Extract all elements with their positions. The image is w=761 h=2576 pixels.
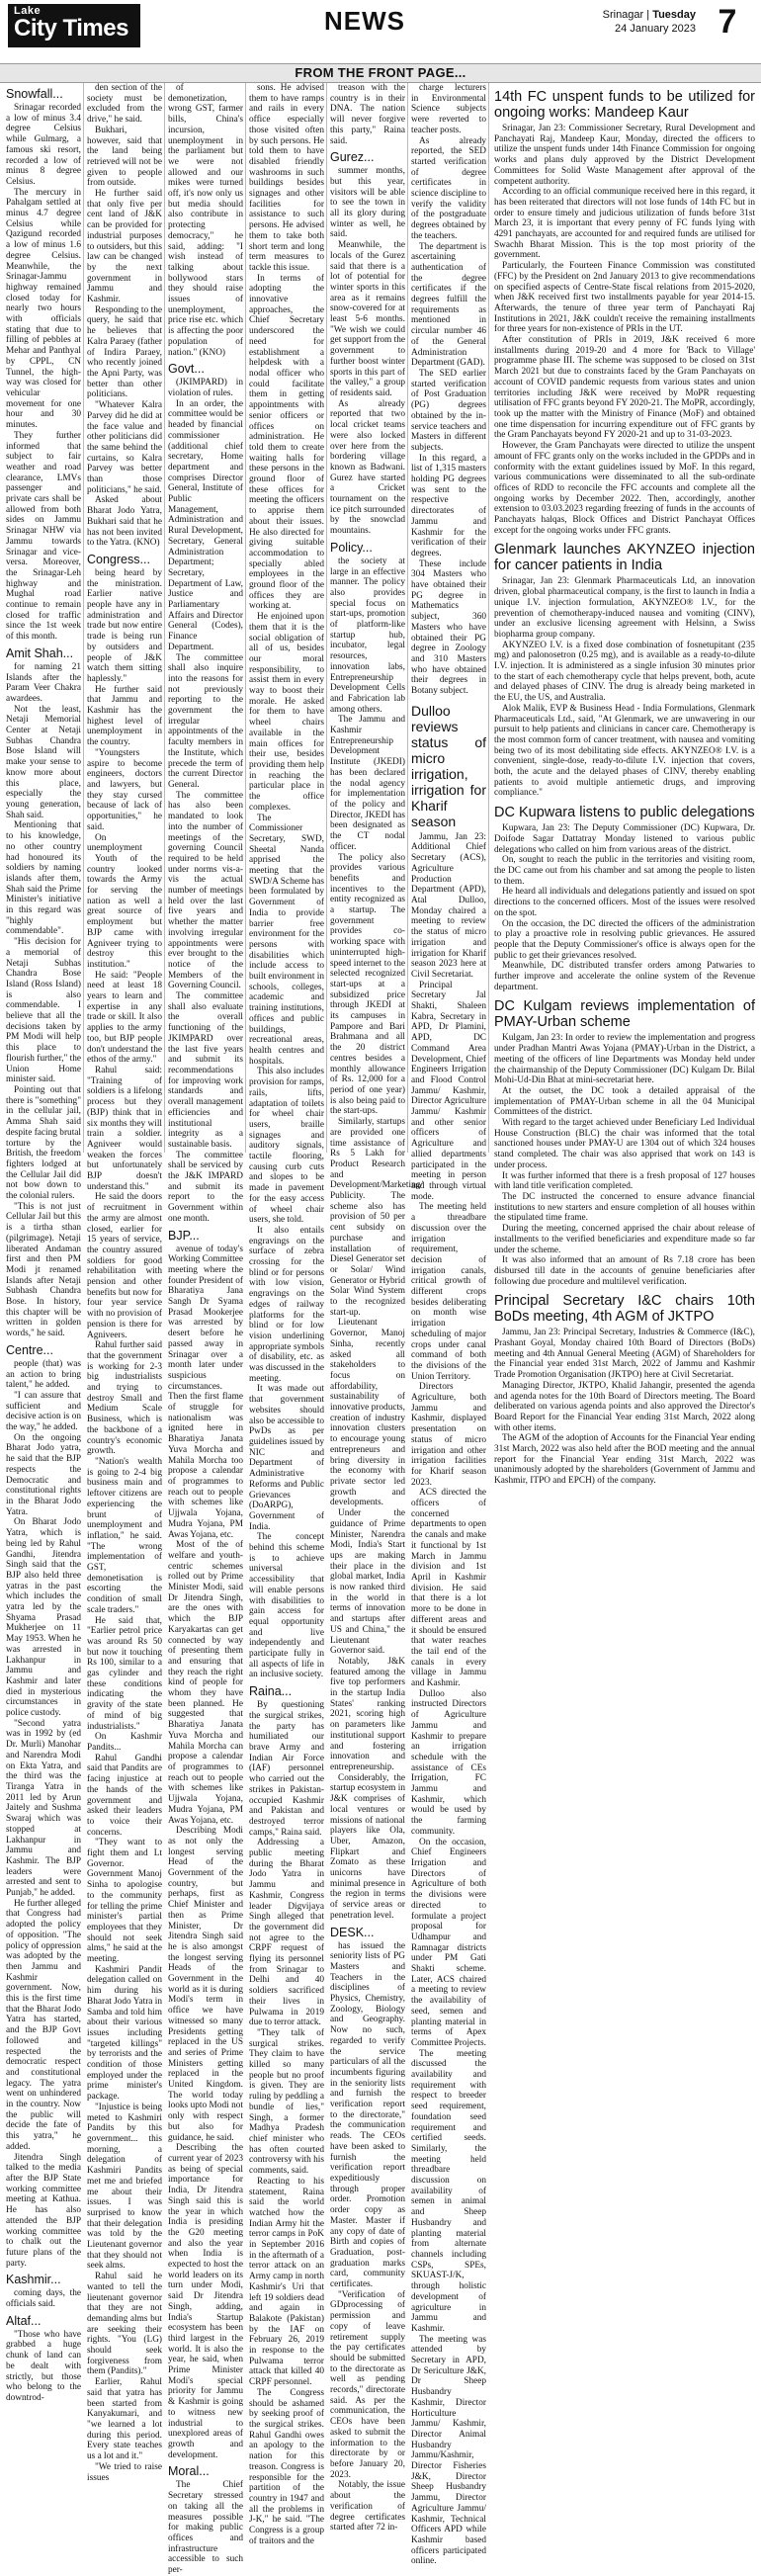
paragraph: The meeting held a threadbare discussion over the irrigation requirement, decision of irrigation canals, critical growth of different crops besides deliberating on month wise irrigation scheduling of major crops under canal command of both the divisions of the Union Territory. (411, 1202, 486, 1382)
paragraph: Similarly, startups are provided one time assistance of Rs 5 Lakh for Product Research and Development/Marketing/ Publicity. The scheme also has provision of 50 per cent subsidy on purchase and installation of Diesel Generator set or Solar/ Wind Generator or Hybrid Solar Wind System to the recognized start-up. (330, 1117, 423, 1318)
paragraph: These include 304 Masters who have obtained their PG degree in Mathematics subject, 360 Masters who have obtained their PG degree in Zoology and 310 Masters who have obtained their degrees in Botany subject. (411, 558, 486, 697)
column-rule (83, 83, 84, 1153)
paragraph: He further said that only five per cent land of J&K can be provided for industrial purposes to outsiders, but this law can be changed by the next government in Jammu and Kashmir. (87, 189, 162, 305)
paragraph: Notably, the issue about the verification of degree certificates started after 72 in- (330, 2480, 405, 2533)
paragraph: In an order, the committee would be headed by financial commissioner (additional chief secretary, Home department and comprises Director General, Institute of Public Management, Administration and Rural Development, Secretary, General Administration Department; Secretary, Department of Law, Justice and Parliamentary Affairs and Director General (Codes), Finance Department. (168, 398, 243, 652)
weekday: Tuesday (652, 9, 696, 21)
paragraph: Srinagar, Jan 23: Glenmark Pharmaceuticals Ltd, an innovation driven, global pharmaceutical company, is the first to launch in India a unique I.V. injection formulation, AKYNZEO® I.V., for the prevention of chemotherapy-induced nausea and vomiting (CINV), under an exclusive licensing agreement with Helsinn, a Swiss biopharma group company. (494, 576, 755, 640)
article-headline[interactable]: DC Kulgam reviews implementation of PMAY-Urban scheme (494, 998, 755, 1031)
paragraph: has issued the seniority lists of PG Masters and Teachers in the disciplines of Physics, Chemistry, Zoology, Biology and Geography. Now no such, regarded to verify the service particulars of all the incumbents figuring in the seniority lists and furnish the verification report to the directorate," the communication reads. The CEOs have been asked to furnish the verification report expeditiously through proper order. Promotion order copy as Master. Master if any copy of date of Birth and copies of Graduation, post-graduation marks card, community certificates. (330, 1940, 405, 2290)
article-head[interactable]: Gurez... (330, 150, 375, 165)
paragraph: With regard to the target achieved under Beneficiary Led Individual House Construction (BLC) the chair was informed that the total sanctioned houses under PMAY-U are 1304 out of which 324 houses stand completed. The chair was also apprised that work on 143 is under process. (494, 1118, 755, 1170)
paragraph: avenue of today's Working Committee meeting where the founder President of Bharatiya Jana Sangh Dr Syama Prasad Mookerjee was arrested by desert before he passed away in Srinagar over a month later under suspicious circumstances. Then the first flame of struggle for nationalism was ignited here in Bharatiya Janata Yuva Morcha and Mahila Morcha too propose a calendar of programmes to reach out to people with schemes like Ujjwala Yojana, Mudra Yojana, PM Awas Yojana, etc. (168, 1244, 243, 1540)
date: 24 January 2023 (615, 23, 696, 35)
paragraph: "Injustice is being meted to Kashmiri Pandits by this government... this morning, a delegation of Kashmiri Pandits met me and briefed me about their issues. I was surprised to know that their delegation was told by the Lieutenant governor that they should not seek alms. (87, 2102, 162, 2272)
paragraph: He enjoined upon them that it is the social obligation of all of us, besides our moral responsibility, to assist them in every way to boost their morale. He asked for them to have wheel chairs available in the main offices for their use, besides providing them help in reaching the particular place in the office complexes. (249, 612, 324, 813)
column-rule (407, 83, 408, 1153)
paragraph: On the occasion, the DC directed the officers of the administration to play a proactive role in resolving public grievances. He assured people that the Deputy Commissioner's office is always open for the public to get their grievances resolved. (494, 918, 755, 961)
article-head[interactable]: Moral... (168, 2464, 210, 2479)
paragraph: During the meeting, concerned apprised the chair about release of installments to the verified beneficiaries and expenditure made so far under the scheme. (494, 1224, 755, 1255)
dateline: Srinagar | Tuesday 24 January 2023 (602, 9, 696, 35)
paragraph: He heard all individuals and delegations patiently and issued on spot directions to the concerned officers. Most of the issues were resolved on the spot. (494, 887, 755, 918)
article-head[interactable]: Amit Shah... (6, 645, 74, 660)
logo-top: Lake (14, 5, 42, 17)
paragraph: "Nation's wealth is going to 2-4 big business main and leftover citizens are experiencing the brunt of unemployment and inflation," he said. "The wrong implementation of GST, demonetisation is escorting the condition of small scale traders." (87, 1457, 162, 1615)
paragraph: Alok Malik, EVP & Business Head - India Formulations, Glenmark Pharmaceuticals Ltd., said, "At Glenmark, we are unwavering in our pursuit to help patients and clinicians in cancer care. Chemotherapy is the most common form of cancer treatment, with nausea and vomiting being two of its most debilitating side effects. AKYNZEO® I.V. is a convenient, single-dose, ready-to-dilute I.V. injection that covers, both, the acute and the delayed phases of CINV, thereby enabling patients to avoid multiple antiemetic drugs, and improving compliance." (494, 703, 755, 799)
paragraph: for naming 21 Islands after the Param Veer Chakra awardees. (6, 661, 81, 704)
paragraph: Under the guidance of Prime Minister, Narendra Modi, India's Start ups are making their place in the global market, India is now ranked third in the world in terms of innovation and startups after US and China," the Lieutenant Governor said. (330, 1508, 405, 1657)
city: Srinagar (602, 9, 644, 21)
article-headline[interactable]: DC Kupwara listens to public delegations (494, 805, 755, 821)
article-head[interactable]: Snowfall... (6, 87, 63, 101)
paragraph: Meanwhile, the locals of the Gurez said that there is a lot of potential for winter sports in this area as it remains snow-covered for at least 5-6 months. "We wish we could get support from the government to further boost winter sports in this part of the valley," a group of residents said. (330, 240, 405, 398)
paragraph: "His decision for a memorial of Netaji Subhas Chandra Bose Island (Ross Island) is also commendable. I believe that all the decisions taken by PM Modi will help this place to flourish further," the Union Home minister said. (6, 937, 81, 1085)
paragraph: He further alleged that Congress had adopted the policy of opposition. "The policy of oppression was adopted by the then Jammu and Kashmir government. Now, this is the first time that the Bharat Jodo Yatra has started, and the BJP Govt followed and respected the democratic respect and constitutional legacy. The yatra went on unhindered in the country. Now the public will decide the fate of this yatra," he added. (6, 1898, 81, 2152)
paragraph: Directors Agriculture, both Jammu and Kashmir, displayed presentation on status of micro irrigation and other irrigation facilities for Kharif season 2023. (411, 1382, 486, 1488)
article-headline[interactable]: 14th FC unspent funds to be utilized for ongoing works: Mandeep Kaur (494, 89, 755, 121)
paragraph: As already reported that two local cricket teams were also locked over here from the bordering village known as Badwani. Gurez have started a Cricket tournament on the ice pitch surrounded by the snowclad mountains. (330, 398, 405, 537)
paragraph: The meeting was attended by Secretary in APD, Dr Sericulture J&K, Dr Sheep Husbandry Kashmir, Director Horticulture Jammu/ Kashmir, Director Animal Husbandry Jammu/Kashmir, Director Fisheries J&K, Director Sheep Husbandry Jammu, Director Agriculture Jammu/ Kashmir, Technical Officers APD while Kashmir based officers participated online. (411, 2334, 486, 2567)
paragraph: He said: "People need at least 18 years to learn and expertise in any trade or skill. It also applies to the army too, but BJP people don't understand the ethos of the army." (87, 970, 162, 1066)
paragraph: The committee has also been mandated to look into the number of meetings of the governing Council required to be held under norms vis-a-vis the actual number of meetings held over the last five years and whether the matter involving irregular appointments were ever brought to the notice of the Members of the Governing Council. (168, 790, 243, 991)
paragraph: Jammu, Jan 23: Principal Secretary, Industries & Commerce (I&C), Prashant Goyal, Monday chaired 10th Board of Directors (BoDs) meeting and 4th Annual General Meeting (AGM) of Shareholders for the Financial year ended 31st March, 2022 of Jammu and Kashmir Trade Promotion Organisation (JKTPO) here at Civil Secretariat. (494, 1328, 755, 1381)
paragraph: As already reported, the SED started verification of degree certificates in science discipline to verify the validity of the postgraduate degrees obtained by the teachers. (411, 135, 486, 241)
paragraph: Principal Secretary Jal Shakti, Shaleen Kabra, Secretary in APD, Dr Plamini, APD, DC Command Area Development, Chief Engineers Irrigation and Flood Control Jammu/ Kashmir, Director Agriculture Jammu/ Kashmir and other senior officers of Agriculture and allied departments participated in the meeting in person and through virtual mode. (411, 980, 486, 1202)
page-number: 7 (718, 3, 737, 41)
article-head[interactable]: DESK... (330, 1925, 375, 1939)
paragraph: Managing Director, JKTPO, Khalid Jahangir, presented the agenda and agenda notes for the 10th Board of Directors meeting. The Board deliberated on various agenda points and also approved the Director's Board Report for the Financial Year ending 31st March, 2022 along with other items. (494, 1380, 755, 1433)
paragraph: AKYNZEO I.V. is a fixed dose combination of fosnetupitant (235 mg) and palonosetron (0.25 mg), and is available as a ready-to-dilute I.V. injection. It is administered as a single infusion 30 minutes prior to the start of each chemotherapy cycle that helps prevent, both, acute and delayed phases of CINV. The drug is already being marketed in the EU, the US, and Australia. (494, 640, 755, 704)
paragraph: The SED earlier started verification of Post Graduation (PG) degrees obtained by the in-service teachers and Masters in different subjects. (411, 368, 486, 453)
paragraph: In terms of adopting the innovative approaches, the Chief Secretary underscored the need for establishment a helpdesk with a nodal officer who could facilitate them in getting appointments with senior officers or offices on administration. He told them to create waiting halls for these persons in the ground floor of these offices for meeting the officers to apprise them about their issues. He also directed for giving suitable accommodation to specially abled employees in the ground floor of the offices they are working at. (249, 273, 324, 612)
paragraph: charge lecturers in Environmental Science subjects were reverted to teacher posts. (411, 83, 486, 135)
paragraph: Rahul said: "Training of soldiers is a lifelong process but they (BJP) think that in six months they will train a soldier. Agniveer would weaken the forces but unfortunately BJP doesn't understand this." (87, 1065, 162, 1192)
paragraph: The committee shall also evaluate the overall functioning of the JKIMPARD over the last five years and submit its recommendations for improving work standards and overall management efficiencies and institutional integrity as a sustainable basis. (168, 991, 243, 1150)
paragraph: The concept behind this scheme is to achieve universal accessibility that will enable persons with disabilities to gain access for equal opportunity and live independently and participate fully in all aspects of life in an inclusive society. (249, 1532, 324, 1680)
paragraph: The mercury in Pahalgam settled at minus 4.7 degree Celsius while Qazigund recorded a low of minus 1.6 degree Celsius. Meanwhile, the Srinagar-Jammu highway remained closed today for nearly two hours with officials stating that due to filling of pebbles at Mehar and Panthyal by CPPL, CN Tunnel, the high-way was closed for vehicular movement for one hour and 30 minutes. (6, 187, 81, 431)
paragraph: summer months, but this year, visitors will be able to see the town in all its glory during winter as well, he said. (330, 166, 405, 240)
paragraph: Particularly, the Fourteen Finance Commission was constituted (FFC) by the President on 2nd January 2013 to give recommendations on specified aspects of Centre-State fiscal relations from 2015-2020, when J&K received first two installments payable for year 2014-15. Afterwards, the tenure of three year term of Panchayati Raj Institutions in 2021, J&K couldn't receive the remaining installments for three years for non-existence of PRIs in the UT. (494, 261, 755, 335)
paragraph: Kashmiri Pandit delegation called on him during his Bharat Jodo Yatra in Samba and told him about their various issues including "targeted killings" by terrorists and the condition of those employed under the prime minister's package. (87, 1964, 162, 2103)
article-head[interactable]: Congress... (87, 552, 150, 566)
paragraph: Bukhari, however, said that the land being retrieved will not be given to people from outside. (87, 125, 162, 189)
paragraph: The Chief Secretary stressed on taking all the measures possible for making public offices and infrastructure accessible to such per- (168, 2480, 243, 2576)
paragraph: sons. He advised them to have ramps and rails in every office especially those visited often by such persons. He told them to have disabled friendly washrooms in such buildings besides signages and other facilities for assistance to such persons. He advised them to take both short term and long term measures to tackle this issue. (249, 83, 324, 273)
column-3 (168, 83, 243, 2576)
paragraph: Asked about Bharat Jodo Yatra, Bukhari said that he has not been invited to the Yatra. (KNO) (87, 495, 162, 549)
paragraph: Describing Modi as not only the longest serving Head of the Government of the country, but perhaps, first as Chief Minister and then as Prime Minister, Dr Jitendra Singh said he is also amongst the longest serving Heads of the Government in the world as it is during Modi's term in office we have witnessed so many Presidents getting replaced in the US and series of Prime Ministers getting replaced in the United Kingdom. The world today looks upto Modi not only with respect but also for guidance, he said. (168, 1826, 243, 2143)
paragraph: At the outset, the DC took a detailed appraisal of the implementation of PMAY-Urban scheme in all the 04 Municipal Committees of the district. (494, 1085, 755, 1118)
paragraph: The policy also provides various benefits and incentives to the entity recognized as a startup. The government provides co-working space with uninterrupted high-speed internet to the selected recognized start-ups at a subsidized price through JKEDI at its campuses in Pampore and Bari Brahmana and all the 20 district centres besides a monthly allowance of Rs. 12,000 for a period of one year) is also being paid to the start-ups. (330, 852, 405, 1117)
paragraph: being heard by the ministration. Earlier native people have any in administration and trade but now entire trade is being run by outsiders and people of J&K watch them sitting haplessly." (87, 567, 162, 684)
paragraph: Lieutenant Governor, Manoj Sinha, recently asked all stakeholders to focus on affordability, sustainability of innovative products, creation of industry innovation clusters to encourage young entrepreneurs and bring diversity in the economy with private sector led growth and developments. (330, 1318, 405, 1508)
paragraph: Describing the current year of 2023 as being of special importance for India, Dr Jitendra Singh said this is the year in which India is presiding the G20 meeting and also the year when India is expected to host the world leaders on its turn under Modi, said Dr Jitendra Singh, adding, India's Startup ecosystem has been third largest in the world. It is also the year, he said, when Prime Minister Modi's special priority for Jammu & Kashmir is going to witness new industrial to unexplored areas of growth and development. (168, 2143, 243, 2460)
paragraph: He said the doors of recruitment in the army are almost closed, earlier for 15 years of service, the country assured soldiers for good rehabilitation with pension and other benefits but now for four year service with no provision of pension is there for Agniveers. (87, 1192, 162, 1340)
paragraph: Reacting to his statement, Raina said the world watched how the Indian Army hit the terror camps in PoK in September 2016 in the aftermath of a terror attack on an Army camp in north Kashmir's Uri that left 19 soldiers dead and again in Balakote (Pakistan) by the IAF on February 26, 2019 in response to the Pulwama terror attack that killed 40 CRPF personnel. (249, 2176, 324, 2388)
paragraph: coming days, the officials said. (6, 2288, 81, 2310)
paragraph: The committee shall also inquire into the reasons for not previously reporting to the government the irregular appointments of the faculty members in the Institute, which precede the term of the current Director General. (168, 652, 243, 790)
paragraph: By questioning the surgical strikes, the party has humiliated our brave Army and Indian Air Force (IAF) personnel who carried out the strikes in Pakistan-occupied Kashmir and Pakistan and destroyed terror camps," Raina said. (249, 1700, 324, 1838)
paragraph: According to an official communique received here in this regard, it has been reiterated that directors will not lose funds of 14th FC but in order to ensure timely and judicious utilization of funds before 31st March 23, it is important that every penny of FC funds lying with 4291 panchayats, are accounted for and required funds are utilised for Swachh Bharat Mission. This is the top most priority of the government. (494, 187, 755, 261)
paragraph: On the ongoing Bharat Jodo yatra, he said that the BJP respects the Democratic and constitutional rights in the Bharat Jodo Yatra. (6, 1432, 81, 1517)
paragraph: "Youngsters aspire to become engineers, doctors and lawyers, but they stay cursed because of lack of opportunities," he said. (87, 747, 162, 832)
paragraph: the society at large in an effective manner. The policy also provides special focus on start-ups, promotion of platform-like startup hub, incubator, legal resources, innovation labs, Entrepreneurship Development Cells and Fabrication lab among others. (330, 556, 405, 715)
paragraph: Srinagar recorded a low of minus 3.4 degree Celsius while Gulmarg, a famous ski resort, recorded a low of minus 8 degree Celsius. (6, 103, 81, 187)
paragraph: It was further informed that there is a fresh proposal of 127 houses with land title verification completed. (494, 1170, 755, 1192)
paragraph: Youth of the country looked towards the Army for serving the nation as well a great source of employment but BJP came with Agniveer trying to destroy this institution." (87, 853, 162, 970)
paragraph: "I can assure that sufficient and decisive action is on the way," he added. (6, 1390, 81, 1433)
article-head[interactable]: Policy... (330, 540, 373, 555)
paragraph: On unemployment (87, 832, 142, 854)
banner-text: FROM THE FRONT PAGE... (295, 65, 466, 80)
paragraph: Considerably, the startup ecosystem in J&K comprises of local ventures or missions of national players like Ola, Uber, Amazon, Flipkart and Zomato as these unicorns have minimal presence in the region in terms of service areas or penetration level. (330, 1772, 405, 1921)
paragraph: Rahul further said that the government is working for 2-3 big industrialists and trying to destroy Small and Medium Scale Business, which is the backbone of a country's economic growth. (87, 1340, 162, 1457)
paragraph: "Those who have grabbed a huge chunk of land can be dealt with strictly, but those who belong to the downtrod- (6, 2329, 81, 2403)
paragraph: The department is ascertaining authentication of the degree certificates if the degrees fulfill the requirements as mentioned in circular number 46 of the General Administration Department (GAD). (411, 241, 486, 369)
paragraph: On Kashmir Pandits... (87, 1732, 162, 1753)
paragraph: den section of the society must be excluded from the drive," he said. (87, 83, 162, 126)
section-banner (0, 63, 761, 83)
logo-main: City Times (14, 15, 128, 42)
paragraph: Dulloo also instructed Directors of Agriculture Jammu and Kashmir to prepare an irrigation schedule with the assistance of CEs Irrigation, FC Jammu and Kashmir, which would be used by the farming community. (411, 1688, 486, 1837)
paragraph: "Verification of GDprocessing of permission and copy of leave retirement supply the pay certificates should be submitted to the directorate as well as pending records," directorate said. As per the communication, the CEOs have been asked to submit the information to the directorate by or before January 20, 2023. (330, 2289, 405, 2480)
column-rule (245, 83, 246, 1153)
paragraph: The committee shall be serviced by the J&K IMPARD and submit its report to the Government within one month. (168, 1150, 243, 1224)
section-title: NEWS (324, 6, 405, 36)
paragraph: Rahul Gandhi said that Pandits are facing injustice at the hands of the government and asked their leaders to voice their concerns. (87, 1753, 162, 1838)
paragraph: After constitution of PRIs in 2019, J&K received 6 more installments during 2019-20 and 4 more for 'Back to Village' programme phase III. The scheme was supposed to be closed on 31st March 2021 but due to constraints faced by the Gram Panchayats on account of COVID pandemic requests from various states and union territories including J&K were received by MoPR requesting utilisation of FFC grants beyond FY 2020-21. The MoPR, accordingly, took up the matter with the Ministry of Finance (MoF) and obtained one time dispensation for incurring expenditure out of FFC grants by the Gram Panchayats beyond FY 2020-21 and up to 31-03-2023. (494, 335, 755, 441)
paragraph: Pointing out that there is "something" in the cellular jail, Amma Shah said despite facing brutal torture by the British, the freedom fighters lodged at the Cellular Jail did not bow down to the colonial rulers. (6, 1084, 81, 1202)
column-2 (87, 83, 162, 2483)
article-head[interactable]: Altaf... (6, 2313, 42, 2328)
paragraph: "Second yatra was in 1992 by (ed Dr. Murli) Manohar and Narendra Modi on Ekta Yatra, and the third was the Tiranga Yatra in 2011 led by Arun Jaitely and Sushma Swaraj which was stopped at Lakhanpur in Jammu and Kashmir. The BJP leaders were arrested and sent to Punjab," he added. (6, 1718, 81, 1899)
paragraph: Responding to the query, he said that he believes that Kalra Paraey (father of Indira Paraey, who recently joined the Apni Party, was better than other politicians. (87, 304, 162, 400)
article-headline[interactable]: Glenmark launches AKYNZEO injection for cancer patients in India (494, 542, 755, 574)
newspaper-logo[interactable] (8, 4, 140, 47)
paragraph: The meeting discussed the availability and requirement with respect to breeder seed requirement, foundation seed requirement and certified seeds. Similarly, the meeting held threadbare discussion on availability of semen in animal and Sheep Husbandry and planting material from alternate channels including CSPs, SPEs, SKUAST-J/K, through holistic development of agriculture in Jammu and Kashmir. (411, 2048, 486, 2334)
paragraph: On the occasion, Chief Engineers Irrigation and Directors of Agriculture of both the divisions were directed to formulate a project proposal for Udhampur and Ramnagar districts under PM Gati Shakti scheme. Later, ACS chaired a meeting to review the availability of seed, semen and planting material in terms of Apex Committee Projects. (411, 1837, 486, 2048)
paragraph: This also includes provision for ramps, rails, lifts, adaptation of toilets for wheel chair users, braille signages and auditory signals, tactile flooring, causing curb cuts and slopes to be made in pavement for the easy access of wheel chair users, she told. (249, 1067, 324, 1226)
paragraph: The Commissioner Secretary, SWD, Sheetal Nanda apprised the meeting that the SWD/A Scheme has been formulated by Government of India to provide barrier free environment for the persons with disabilities which include access to built environment in schools, colleges, academic and training institutions, offices and public buildings, recreational areas, health centres and hospitals. (249, 813, 324, 1067)
article-head[interactable]: Centre... (6, 1342, 53, 1357)
paragraph: "This is not just Cellular Jail but this is a tirtha sthan (pilgrimage). Netaji liberated Andaman first and then PM Modi jt renamed Islands after Netaji Subhash Chandra Bose. In history, this chapter will be written in golden words," he said. (6, 1201, 81, 1339)
paragraph: The AGM of the adoption of Accounts for the Financial Year ending 31st March, 2022 was also held after the BOD meeting and the annual report for the Financial Year ending 31st March, 2022 was unanimously adopted by the shareholders (Government of Jammu and Kashmir, ITPO and EPCH) of the company. (494, 1433, 755, 1487)
article-head[interactable]: BJP... (168, 1228, 200, 1243)
paragraph: of demonetization, wrong GST, farmer bills, China's incursion, unemployment in the parliament but we were not allowed and our mikes were turned off, it's now only us but media should also contribute in protecting democracy," he said, adding: "I wish instead of talking about bollywood stars they should raise issues of unemployment, price rise etc. which is affecting the poor population of nation." (KNO) (168, 83, 243, 358)
article-headline[interactable]: Principal Secretary I&C chairs 10th BoDs meeting, 4th AGM of JKTPO (494, 1293, 755, 1326)
paragraph: Srinagar, Jan 23: Commissioner Secretary, Rural Development and Panchayati Raj, Mandeep Kaur, Monday, directed the officers to utilize the unspent funds under 14th Finance Commission for ongoing works and plans duly approved by the District Development Committees for Solid Waste Management after approval of the competent authority. (494, 124, 755, 187)
paragraph: ACS directed the officers of concerned departments to open the canals and make it functional by 1st March in Jammu division and 1st April in Kashmir division. He said that there is a lot more to be done in different areas and it should be ensured that water reaches the tail end of the canals in every village in Jammu and Kashmir. (411, 1488, 486, 1689)
article-head[interactable]: Raina... (249, 1684, 293, 1699)
article-head[interactable]: Kashmir... (6, 2273, 61, 2287)
paragraph: He said that, "Earlier petrol price was around Rs 50 but now it touching Rs 100, similar to a gas cylinder and these conditions indicating the gravity of the state of mind of big industrialists." (87, 1615, 162, 1732)
paragraph: The DC instructed the concerned to ensure advance financial institutions to new starters and ensure completion of all houses within the stipulated time frame. (494, 1191, 755, 1224)
paragraph: treason with the country is in their DNA. The nation will never forgive this party," Raina said. (330, 83, 405, 146)
paragraph: Jammu, Jan 23: Additional Chief Secretary (ACS), Agriculture Production Department (APD), Atal Dulloo, Monday chaired a meeting to review the status of micro irrigation and irrigation for Kharif season 2023 here at Civil Secretariat. (411, 831, 486, 980)
paragraph: Not the least, Netaji Memorial Center at Netaji Subhas Chandra Bose Island will make your sense to know more about this place, especially the young generation, Shah said. (6, 704, 81, 820)
column-rule (488, 83, 489, 1153)
paragraph: Jitendra Singh talked to the media after the BJP State working committee meeting at Kathua. He has also attended the BJP working committee to chalk out the future plans of the party. (6, 2152, 81, 2269)
article-headline[interactable]: Dulloo reviews status of micro irrigation, irrigation for Kharif season (411, 702, 486, 829)
paragraph: "We tried to raise issues (87, 2461, 162, 2483)
paragraph: However, the Gram Panchayats were directed to utilize the unspent amount of FFC grants only on the works included in the GPDPs and in conformity with the extant guidelines issued by MoF. In this regard, various communications were disseminated to all the sub-ordinate offices of RDD to reconcile the FFC accounts and complete all the ongoing works by December 2022. Then, accordingly, another extension to 03.03.2023 regarding freezing of funds in the accounts of Panchayats halqas, Block Offices and District Panchayat Offices except for the ongoing works under FFC grants. (494, 441, 755, 536)
column-rule (164, 83, 165, 1153)
paragraph: Rahul said he wanted to tell the lieutenant governor that they are not demanding alms but are seeking their rights. "You (LG) should seek forgiveness from them (Pandits)." (87, 2272, 162, 2377)
paragraph: (JKIMPARD) in violation of rules. (168, 378, 243, 398)
paragraph: The Jammu and Kashmir Entrepreneurship Development Institute (JKEDI) has been declared the nodal agency for implementation of the policy and Director, JKEDI has been designated as the CT nodal officer. (330, 715, 405, 852)
paragraph: Mentioning that to his knowledge, no other country had honoured its soldiers by naming islands after them, Shah said the Prime Minister's initiative in this regard was "highly commendable". (6, 820, 81, 937)
right-column (494, 83, 755, 1487)
column-1 (6, 83, 81, 2403)
paragraph: Meanwhile, DC distributed transfer orders among Patwaries to further improve and accelerate the online system of the Revenue department. (494, 961, 755, 992)
paragraph: "Whatever Kalra Parvey did he did at the face value and other politicians did the same behind the curtains, so Kalra Parvey was better than those politicians," he said. (87, 400, 162, 495)
paragraph: The Congress should be ashamed by seeking proof of the surgical strikes. Rahul Gandhi owes an apology to the nation for this treason. Congress is responsible for the partition of the country in 1947 and all the problems in J-K," he said. "The Congress is a group of traitors and the (249, 2387, 324, 2546)
paragraph: It was also informed that an amount of Rs 7.18 crore has been disbursed till date in the accounts of genuine beneficiaries after following due procedure and multilevel verification. (494, 1255, 755, 1287)
paragraph: Earlier, Rahul said that yatra has been started from Kanyakumari, and "we learned a lot during this period. Every state teaches us a lot and it." (87, 2377, 162, 2462)
paragraph: Addressing a public meeting during the Bharat Jodo Yatra in Jammu and Kashmir, Congress leader Digvijaya Singh alleged that the government did not agree to the CRPF request of flying its personnel from Srinagar to Delhi and 40 soldiers sacrificed their lives in Pulwama in 2019 due to terror attack. (249, 1838, 324, 2028)
article-head[interactable]: Govt... (168, 362, 205, 377)
paragraph: It was made out that government websites should also be accessible to PwDs as per guidelines issued by NIC and Department of Administrative Reforms and Public Grievances (DoARPG), Government of India. (249, 1384, 324, 1532)
paragraph: In this regard, a list of 1,315 masters holding PG degrees was sent to the respective directorates of Jammu and Kashmir for the verification of their degrees. (411, 453, 486, 558)
paragraph: On, sought to reach the public in the territories and visiting room, the DC came out from his chamber and sat among the people to listen to them. (494, 855, 755, 887)
paragraph: "They want to fight them and Lt Governor. Government Manoj Sinha to apologise to the community for telling the prime minister's partial employees that they should not seek alms," he said at the meeting. (87, 1838, 162, 1965)
paragraph: It also entails engravings on the surface of zebra crossing for the blind or for persons with low vision, engravings on the edges of railway platforms for the blind or for low vision underlining appropriate symbols of disability, etc. as was discussed in the meeting. (249, 1225, 324, 1384)
paragraph: They further informed that subject to fair weather and road clearance, LMVs passenger and private cars shall be allowed from both sides on Jammu Srinagar NHW via Jammu towards Srinagar and vice-versa. Moreover, the Srinagar-Leh highway and Mughal road continue to remain closed for traffic since the 1st week of this month. (6, 430, 81, 643)
paragraph: people (that) was an action to bring talent," he added. (6, 1358, 81, 1391)
column-5 (330, 83, 423, 2533)
paragraph: Most of the of welfare and youth-centric schemes rolled out by Prime Minister Modi, said Dr Jitendra Singh, are the ones with which the BJP Karyakartas can get connected by way of presenting them and ensuring that they reach the right kind of people for whom they have been planned. He suggested that Bharatiya Janata Yuva Morcha and Mahila Morcha can propose a calendar of programmes to reach out to people with schemes like Ujjwala Yojana, Mudra Yojana, PM Awas Yojana, etc. (168, 1540, 243, 1826)
paragraph: "They talk of surgical strikes. They claim to have killed so many people but no proof is given. They are ruling by peddling a bundle of lies," Singh, a former Madhya Pradesh chief minister who has often courted controversy with his comments, said. (249, 2027, 324, 2177)
paragraph: Kupwara, Jan 23: The Deputy Commissioner (DC) Kupwara, Dr. Doifode Sagar Dattatray Monday listened to various public delegations who called on him from various areas of the district. (494, 823, 755, 855)
column-6 (411, 83, 486, 2567)
column-rule (326, 83, 327, 1153)
paragraph: On Bharat Jodo Yatra, which is being led by Rahul Gandhi, Jitendra Singh said that the BJP also held three yatras in the past which includes the yatra led by the Shyama Prasad Mukherjee on 11 May 1953. When he was arrested in Lakhanpur in Jammu and Kashmir and later died in mysterious circumstances in police custody. (6, 1517, 81, 1719)
paragraph: Notably, J&K featured among the five top performers in the startup India States' ranking 2021, scoring high on parameters like institutional support and fostering innovation and entrepreneurship. (330, 1656, 405, 1772)
column-4 (249, 83, 324, 2546)
paragraph: Kulgam, Jan 23: In order to review the implementation and progress under Pradhan Mantri Awas Yojana (PMAY)-Urban in the District, a meeting of the officers of line Departments was Monday held under the chairmanship of the Deputy Commissioner (DC) Kulgam Dr. Bilal Mohi-Ud-Din Bhat at mini-secretariat here. (494, 1033, 755, 1086)
masthead (0, 0, 761, 57)
paragraph: He further said that Jammu and Kashmir has the highest level of unemployment in the country. (87, 684, 162, 748)
